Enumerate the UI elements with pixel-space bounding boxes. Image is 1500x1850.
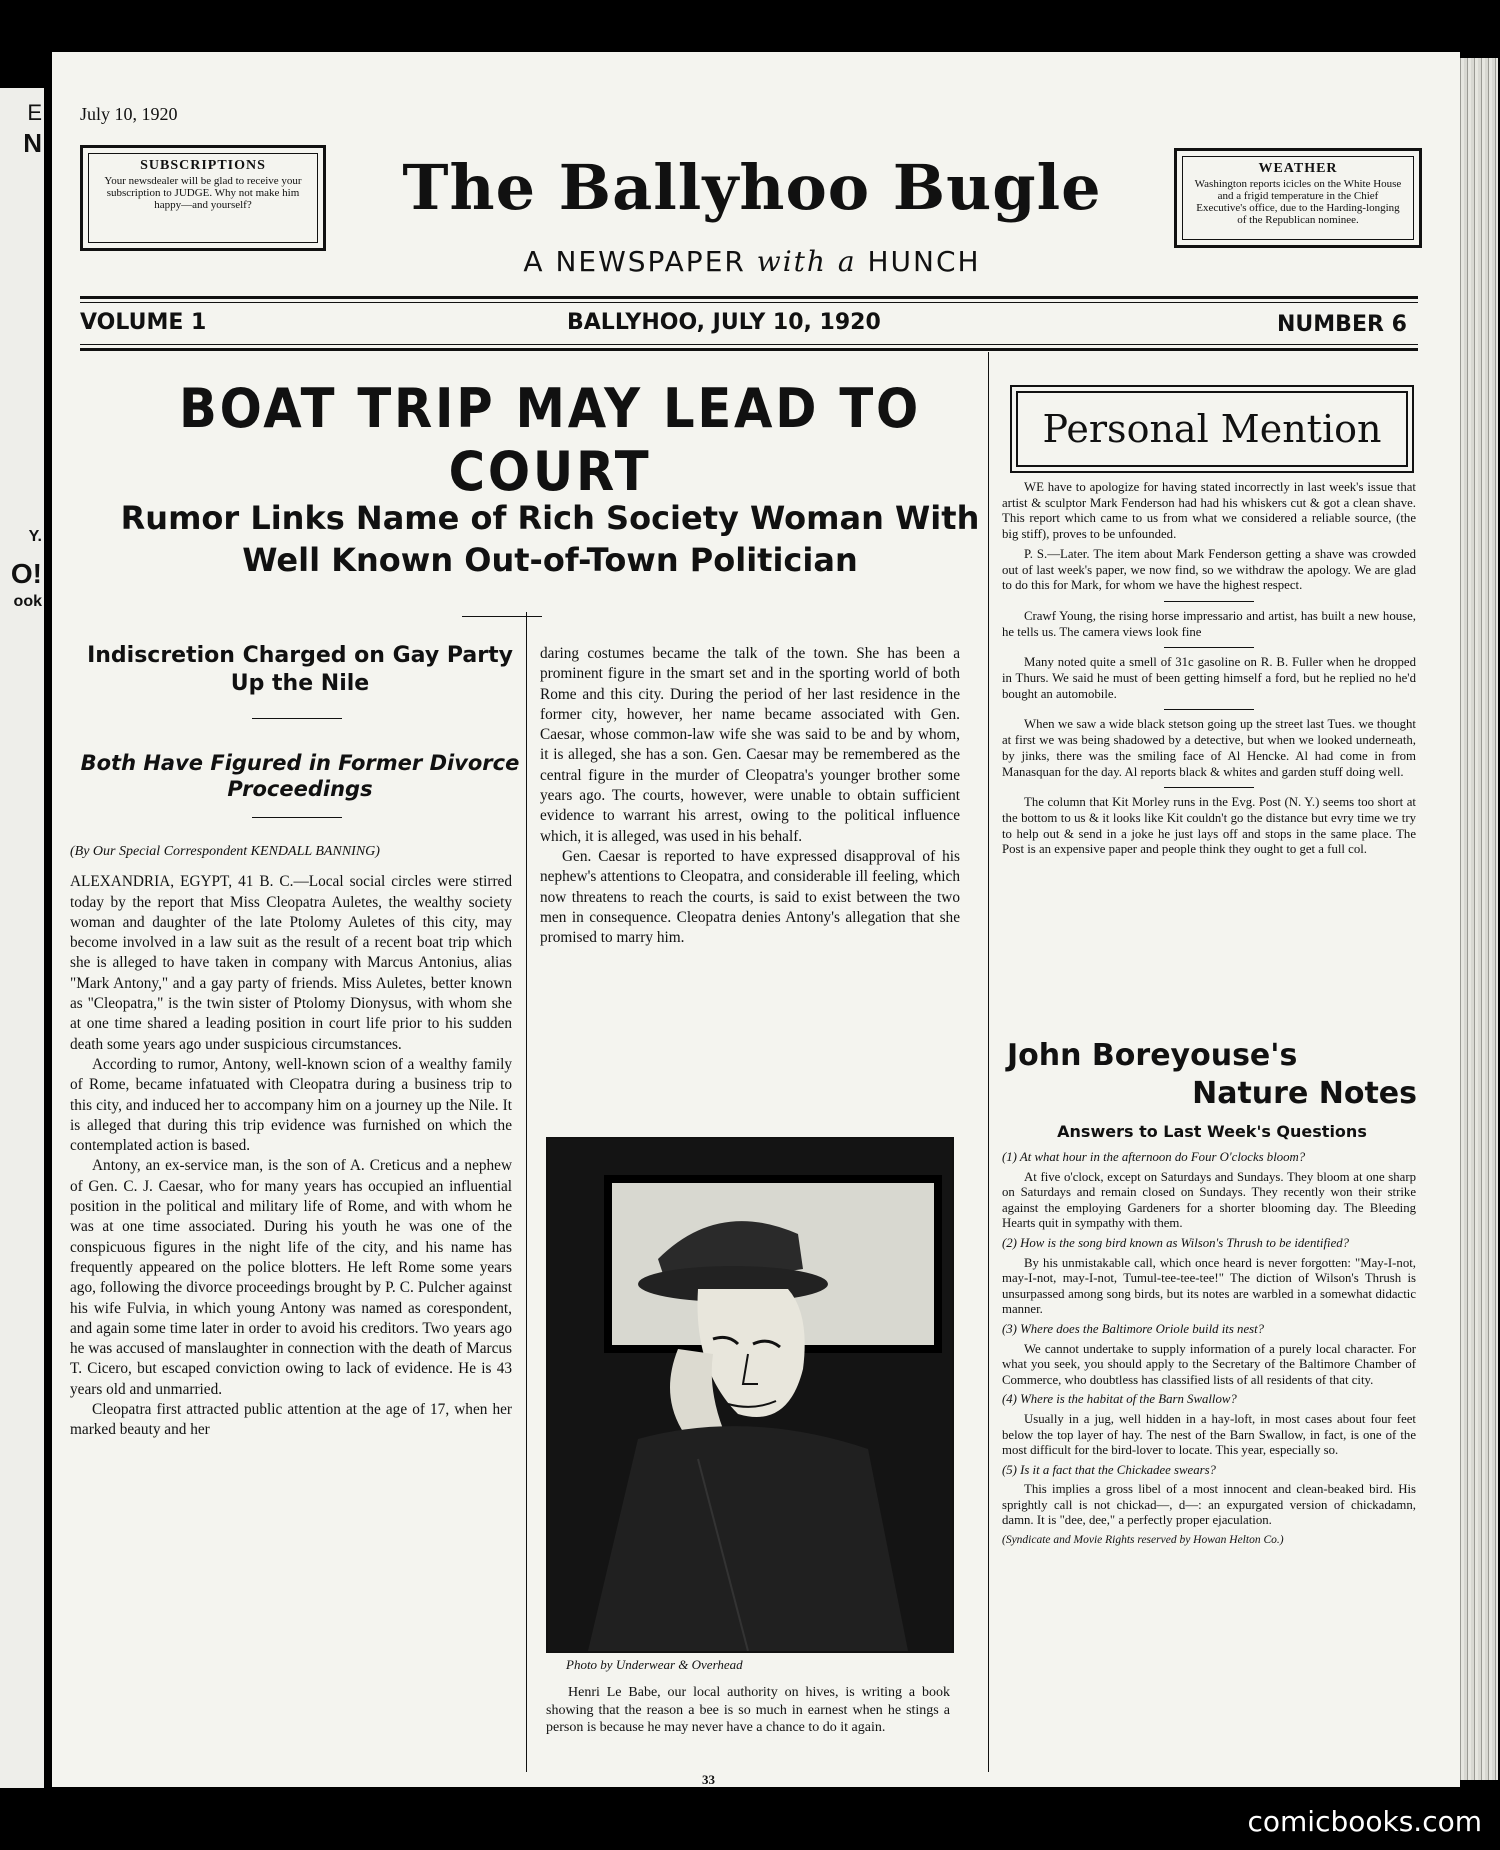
personal-mention-title: Personal Mention: [1016, 391, 1408, 467]
tagline-part: with a: [756, 245, 857, 278]
weather-text: Washington reports icicles on the White House and a frigid temperature in the Chief Executive's office, due to the Harding-longing of the Republican nominee.: [1194, 178, 1402, 226]
personal-item: WE have to apologize for having stated incorrectly in last week's issue that artist & sculptor Mark Fenderson had had his whiskers cut & got a clean shave. This report which came to us from what we considered a reliable source, (the big stiff), proves to be unfounded.: [1002, 480, 1416, 542]
tagline-part: A NEWSPAPER: [523, 245, 746, 278]
question: (3) Where does the Baltimore Oriole build its nest?: [1002, 1321, 1265, 1336]
answer: This implies a gross libel of a most innocent and clean-beaked bird. His sprightly call is not chickad—, d—: an expurgated version of chickadamn, damn. It is "dee, dee," a perfectly proper ejaculation.: [1002, 1482, 1416, 1528]
question: (1) At what hour in the afternoon do Four O'clocks bloom?: [1002, 1150, 1306, 1164]
article-paragraph: Gen. Caesar is reported to have expressed disapproval of his nephew's attentions to Cleopatra, and considerable ill feeling, which now threatens to reach the courts, is said to exist between the two men in consequence. Cleopatra denies Antony's allegation that she promised to marry him.: [540, 847, 960, 947]
deck-rule: [252, 718, 342, 719]
place-date-label: BALLYHOO, JULY 10, 1920: [567, 310, 881, 335]
issue-date: July 10, 1920: [80, 104, 178, 124]
nature-title-line: John Boreyouse's: [1007, 1038, 1298, 1073]
question: (5) Is it a fact that the Chickadee swears?: [1002, 1462, 1216, 1477]
personal-mention-box: [1010, 385, 1414, 473]
nature-title-line: Nature Notes: [1192, 1076, 1417, 1111]
question: (2) How is the song bird known as Wilson's Thrush to be identified?: [1002, 1235, 1350, 1250]
adjacent-page-letter: ook: [13, 593, 42, 610]
personal-item: Many noted quite a smell of 31c gasoline on R. B. Fuller when he dropped in Thurs. We said he must of been getting himself a ford, but he replied no he'd bought an automobile.: [1002, 655, 1416, 701]
article-paragraph: Antony, an ex-service man, is the son of A. Creticus and a nephew of Gen. C. J. Caesar, who for many years has occupied an influential position in the political and military life of Rome, and with whom he was at one time associated. During his youth he was one of the conspicuous figures in the night life of the city, and his name has frequently appeared on the police blotters. He left Rome some years ago, following the divorce proceedings brought by P. C. Pulcher against his wife Fulvia, in which young Antony was named as corespondent, and again some time later in order to avoid his creditors. Two years ago he was accused of manslaughter in connection with the death of Marcus T. Cicero, but escaped conviction owing to lack of evidence. He is 43 years old and unmarried.: [70, 1157, 512, 1398]
volume-label: VOLUME 1: [80, 310, 207, 335]
item-separator: [1164, 601, 1254, 602]
newspaper-page: [52, 52, 1460, 1787]
subscriptions-title: SUBSCRIPTIONS: [140, 158, 266, 173]
lead-headline: BOAT TRIP MAY LEAD TO COURT: [179, 377, 921, 503]
personal-item: The column that Kit Morley runs in the Evg. Post (N. Y.) seems too short at the bottom to us & it looks like Kit couldn't go the distance but evry time we try to help out & send in a joke he just lays off and stops in the same place. The Post is an expensive paper and people think they ought to get a full col.: [1002, 795, 1416, 857]
adjacent-page-letter: Y.: [28, 528, 42, 545]
weather-box: [1174, 148, 1422, 248]
personal-item: When we saw a wide black stetson going up the street last Tues. we thought at first we was being shadowed by a detective, but when we looked underneath, by jinks, there was the smiling face of Al Hencke. Al had come in from Manasquan for the day. Al reports black & whites and garden stuff doing well.: [1002, 717, 1416, 779]
item-separator: [1164, 709, 1254, 710]
photo-story: [546, 1684, 950, 1737]
header-rule: [80, 296, 1418, 299]
cartoon-photo: [546, 1137, 954, 1653]
deck-rule: [252, 817, 342, 818]
subscriptions-box: [80, 145, 326, 251]
article-paragraph: daring costumes became the talk of the town. She has been a prominent figure in the smart set and in the sporting world of both Rome and this city. During the period of her last residence in the former city, however, her name became associated with Gen. Caesar, whose common-law wife she was said to be and by whom, it is alleged, she has a son. Gen. Caesar may be remembered as the central figure in the murder of Cleopatra's younger brother some years ago. The courts, however, were unable to obtain sufficient evidence to warrant his arrest, owing to the political influence which, it is alleged, was used in his behalf.: [540, 645, 960, 845]
weather-title: WEATHER: [1258, 161, 1338, 176]
column-divider: [526, 612, 527, 1772]
nature-notes-column: [1002, 1150, 1416, 1553]
lead-column-1: [70, 842, 512, 1441]
byline: (By Our Special Correspondent KENDALL BANNING): [70, 844, 380, 859]
article-paragraph: According to rumor, Antony, well-known scion of a wealthy family of Rome, became infatuated with Cleopatra during a business trip to this city, and induced her to accompany him on a journey up the Nile. It is alleged that during this trip evidence was furnished on which the contemplated action is based.: [70, 1055, 512, 1155]
masthead: The Ballyhoo Bugle: [402, 151, 1102, 224]
nature-notes-title: [1007, 1037, 1417, 1113]
lead-deck-italic: Both Have Figured in Former Divorce Proceedings: [80, 751, 520, 801]
info-rule: [80, 348, 1418, 351]
adjacent-page-letter: O!: [10, 558, 42, 589]
lead-deck: Indiscretion Charged on Gay Party Up the Nile: [87, 643, 513, 696]
question: (4) Where is the habitat of the Barn Swallow?: [1002, 1392, 1237, 1407]
page-number: 33: [702, 1772, 715, 1787]
article-paragraph: ALEXANDRIA, EGYPT, 41 B. C.—Local social circles were stirred today by the report that Miss Cleopatra Auletes, the wealthy society woman and daughter of the late Ptolomy Auletes of this city, may become involved in a law suit as the result of a recent boat trip which she is alleged to have taken in company with Marcus Antonius, alias "Mark Antony," and a gay party of friends. Miss Auletes, better known as "Cleopatra," is the twin sister of Ptolomy Dionysus, with whom she at one time shared a leading position in court life prior to his sudden death some years ago under suspicious circumstances.: [70, 873, 512, 1053]
answer: We cannot undertake to supply information of a purely local character. For what you seek, you should apply to the Secretary of the Baltimore Chamber of Commerce, who doubtless has classified lists of all residents of that city.: [1002, 1341, 1416, 1387]
tagline: [412, 245, 1092, 278]
number-label: NUMBER 6: [1277, 312, 1407, 337]
personal-item: Crawf Young, the rising horse impressario and artist, has built a new house, he tells us. The camera views look fine: [1002, 608, 1416, 639]
article-paragraph: Cleopatra first attracted public attention at the age of 17, when her marked beauty and her: [70, 1401, 512, 1439]
nature-subtitle: Answers to Last Week's Questions: [1057, 1122, 1367, 1141]
tagline-part: HUNCH: [867, 245, 981, 278]
adjacent-page-letter: E: [27, 100, 42, 125]
subscriptions-text: Your newsdealer will be glad to receive your subscription to JUDGE. Why not make him happy—and yourself?: [104, 175, 302, 211]
item-separator: [1164, 647, 1254, 648]
header-rule: [80, 302, 1418, 303]
article-paragraph: Henri Le Babe, our local authority on hives, is writing a book showing that the reason a bee is so much in earnest when he stings a person is because he may never have a chance to do it again.: [546, 1685, 950, 1735]
lead-subhead: Rumor Links Name of Rich Society Woman With Well Known Out-of-Town Politician: [120, 499, 980, 579]
info-rule: [80, 344, 1418, 345]
answer: At five o'clock, except on Saturdays and Sundays. They bloom at one sharp on Saturdays and remain closed on Sundays. They recently won their strike against the employing Gardeners for a shorter blooming day. The Bleeding Hearts quit in sympathy with them.: [1002, 1169, 1416, 1231]
adjacent-page-letter: N: [23, 128, 42, 158]
photo-caption: Photo by Underwear & Overhead: [566, 1657, 743, 1672]
adjacent-page-edge: [0, 88, 44, 1788]
syndicate-note: (Syndicate and Movie Rights reserved by Howan Helton Co.): [1002, 1534, 1284, 1547]
personal-item: P. S.—Later. The item about Mark Fenderson getting a shave was crowded out of last week's paper, we now find, so we withdraw the apology. We are glad to do this for Mark, for whom we have the highest respect.: [1002, 546, 1416, 593]
item-separator: [1164, 787, 1254, 788]
subhead-rule: [462, 616, 542, 617]
sleeping-man-illustration: [548, 1139, 952, 1651]
answer: By his unmistakable call, which once heard is never forgotten: "May-I-not, may-I-not, may-I-not, Tumul-tee-tee-tee!" The diction of Wilson's Thrush is unsurpassed among song birds, but its notes are warbled in a somewhat didactic manner.: [1002, 1255, 1416, 1317]
lead-column-2: [540, 644, 960, 948]
answer: Usually in a jug, well hidden in a hay-loft, in most cases about four feet below the top layer of hay. The nest of the Barn Swallow, in fact, is one of the most difficult for the bird-lover to locate. This year, especially so.: [1002, 1411, 1416, 1458]
personal-mention-column: [1002, 480, 1416, 862]
watermark: comicbooks.com: [1247, 1805, 1482, 1838]
